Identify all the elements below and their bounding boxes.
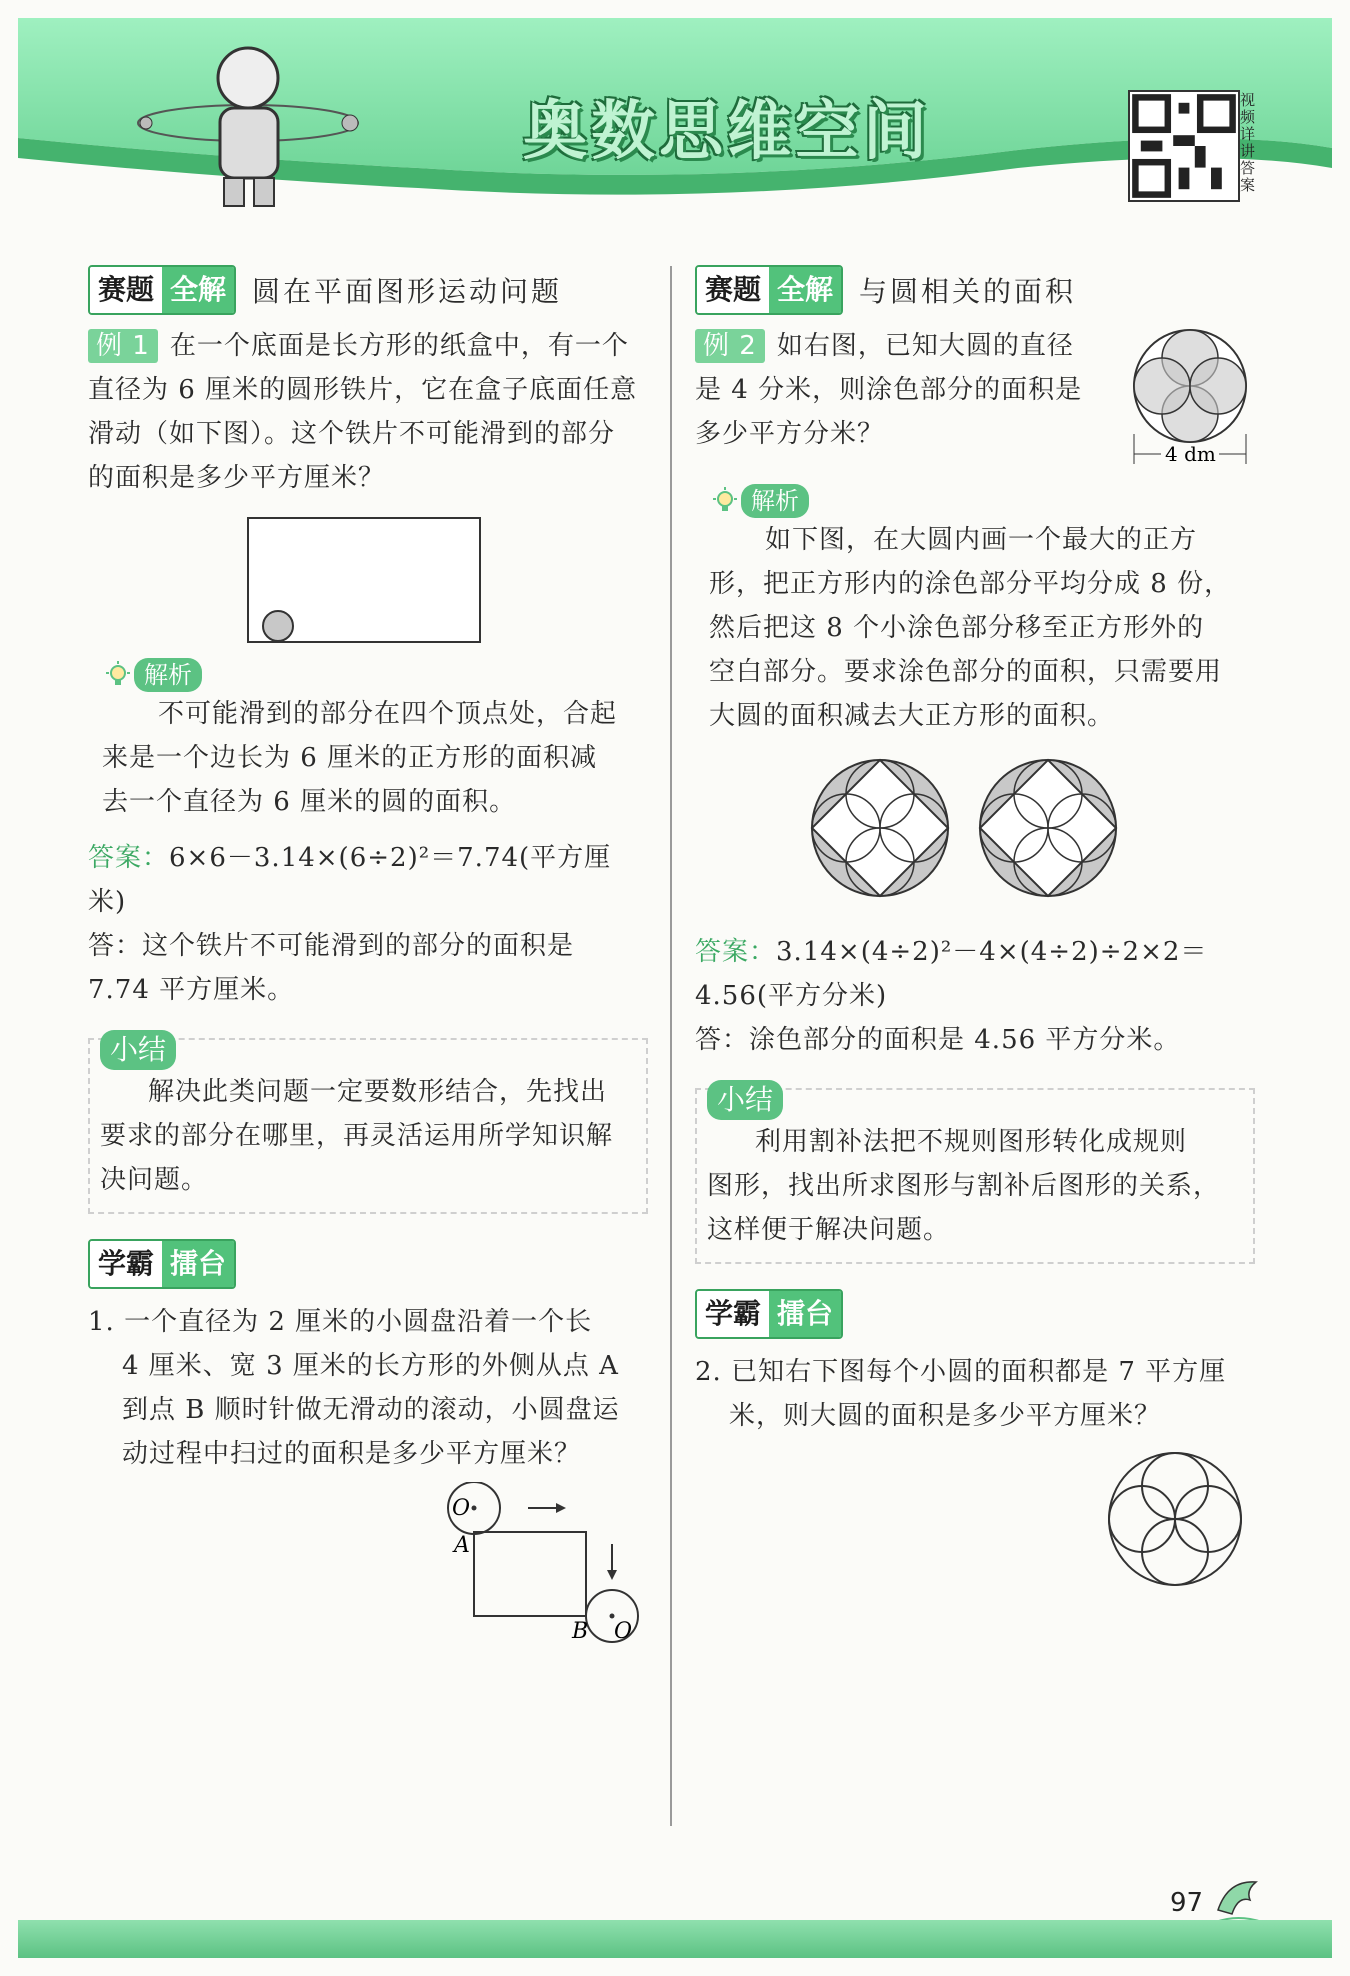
section-subtitle: 与圆相关的面积	[859, 275, 1077, 308]
section-badge	[695, 1289, 843, 1339]
box-with-disc-figure	[88, 508, 648, 648]
point-o-label-2: O	[614, 1619, 633, 1644]
section-heading-full-solution	[88, 266, 648, 314]
badge-part-a: 学霸	[697, 1291, 769, 1337]
summary-line-1: 利用割补法把不规则图形转化成规则	[755, 1127, 1188, 1157]
summary-line-3: 决问题。	[100, 1165, 209, 1195]
header-banner	[18, 18, 1332, 208]
summary-line-1: 解决此类问题一定要数形结合，先找出	[148, 1077, 608, 1107]
analysis-line-3: 然后把这 8 个小涂色部分移至正方形外的	[709, 613, 1205, 643]
qr-code[interactable]	[1128, 90, 1240, 202]
summary-line-3: 这样便于解决问题。	[707, 1215, 951, 1245]
summary-line-2: 要求的部分在哪里，再灵活运用所学知识解	[100, 1121, 614, 1151]
badge-part-b: 全解	[162, 267, 234, 313]
analysis-line-3: 去一个直径为 6 厘米的圆的面积。	[102, 787, 517, 817]
answer-formula-text: 3.14×(4÷2)²－4×(4÷2)÷2×2＝	[776, 937, 1208, 967]
badge-part-b: 擂台	[162, 1241, 234, 1287]
example-line-2: 直径为 6 厘米的圆形铁片，它在盒子底面任意	[88, 375, 638, 405]
summary-box	[88, 1033, 648, 1214]
summary-line-2: 图形，找出所求图形与割补后图形的关系，	[707, 1171, 1221, 1201]
answer-line-2: 7.74 平方厘米。	[88, 975, 295, 1005]
example-2	[695, 324, 1255, 474]
answer-formula-line-2: 4.56(平方分米)	[695, 981, 888, 1011]
circle-figure-left	[812, 760, 948, 896]
summary-box	[695, 1083, 1255, 1264]
page-number: 97	[1170, 1888, 1204, 1918]
answer-text: 答：涂色部分的面积是 4.56 平方分米。	[695, 1025, 1181, 1055]
example-text: 在一个底面是长方形的纸盒中，有一个	[169, 331, 629, 361]
footer-band	[18, 1920, 1332, 1958]
point-a-label: A	[454, 1533, 470, 1558]
lightbulb-icon	[102, 659, 134, 691]
example-tag: 例 1	[88, 329, 158, 363]
example-line-2: 是 4 分米，则涂色部分的面积是	[695, 375, 1083, 405]
section-badge	[88, 265, 236, 315]
analysis-line-4: 空白部分。要求涂色部分的面积，只需要用	[709, 657, 1223, 687]
analysis-tag: 解析	[134, 658, 202, 692]
badge-part-a: 赛题	[697, 267, 769, 313]
analysis-line-1: 如下图，在大圆内画一个最大的正方	[765, 525, 1198, 555]
problem-line-3: 到点 B 顺时针做无滑动的滚动，小圆盘运	[122, 1395, 620, 1425]
answer-line-1: 答：这个铁片不可能滑到的部分的面积是	[88, 931, 575, 961]
answer-label: 答案：	[88, 843, 170, 873]
analysis-tag: 解析	[741, 484, 809, 518]
analysis-line-2: 形，把正方形内的涂色部分平均分成 8 份，	[709, 569, 1232, 599]
problem-line-1: 1. 一个直径为 2 厘米的小圆盘沿着一个长	[88, 1307, 593, 1337]
badge-part-b: 擂台	[769, 1291, 841, 1337]
section-subtitle: 圆在平面图形运动问题	[252, 275, 563, 308]
summary-tag: 小结	[100, 1030, 176, 1070]
summary-tag: 小结	[707, 1080, 783, 1120]
problem-1	[88, 1300, 648, 1476]
right-column	[695, 266, 1255, 1598]
section-heading-challenge	[88, 1240, 648, 1288]
badge-part-a: 赛题	[90, 267, 162, 313]
analysis-line-2: 来是一个边长为 6 厘米的正方形的面积减	[102, 743, 598, 773]
answer-formula	[88, 836, 648, 924]
answer-label: 答案：	[695, 937, 777, 967]
section-badge	[88, 1239, 236, 1289]
point-b-label: B	[572, 1619, 589, 1644]
analysis-body	[695, 518, 1255, 738]
analysis-line-5: 大圆的面积减去大正方形的面积。	[709, 701, 1115, 731]
dimension-label: 4 dm	[1165, 442, 1216, 466]
point-o-label-1: O	[452, 1496, 471, 1521]
lightbulb-icon	[709, 485, 741, 517]
column-divider	[670, 266, 672, 1826]
section-heading-full-solution	[695, 266, 1255, 314]
rolling-disc-figure	[88, 1482, 648, 1662]
problem-line-2: 米，则大圆的面积是多少平方厘米？	[729, 1401, 1162, 1431]
badge-part-b: 全解	[769, 267, 841, 313]
analysis-heading	[709, 484, 1255, 518]
answer-formula-text: 6×6－3.14×(6÷2)²＝7.74(平方厘米)	[88, 843, 612, 917]
example-line-1	[88, 324, 648, 368]
analysis-heading	[102, 658, 648, 692]
circle-figure-right	[980, 760, 1116, 896]
astronaut-illustration	[128, 38, 368, 208]
qr-label: 视频详讲答案	[1240, 91, 1256, 194]
problem-2	[695, 1350, 1255, 1438]
five-circles-figure	[695, 1444, 1255, 1594]
answer-formula-line-1	[695, 930, 1255, 974]
analysis-body	[88, 692, 648, 824]
section-badge	[695, 265, 843, 315]
example-tag: 例 2	[695, 329, 765, 363]
section-heading-challenge	[695, 1290, 1255, 1338]
problem-line-4: 动过程中扫过的面积是多少平方厘米？	[122, 1439, 582, 1469]
cut-and-fill-figures	[695, 748, 1255, 908]
badge-part-a: 学霸	[90, 1241, 162, 1287]
left-column	[88, 266, 648, 1666]
problem-line-2: 4 厘米、宽 3 厘米的长方形的外侧从点 A	[122, 1351, 619, 1381]
page-title: 奥数思维空间	[523, 95, 931, 169]
answer-1	[88, 836, 648, 1012]
four-petal-circle-figure	[1125, 324, 1255, 474]
answer-2	[695, 930, 1255, 1062]
example-line-4: 的面积是多少平方厘米？	[88, 463, 386, 493]
problem-line-1: 2. 已知右下图每个小圆的面积都是 7 平方厘	[695, 1357, 1227, 1387]
analysis-line-1: 不可能滑到的部分在四个顶点处，合起	[158, 699, 618, 729]
example-line-3: 多少平方分米？	[695, 419, 885, 449]
example-line-3: 滑动（如下图）。这个铁片不可能滑到的部分	[88, 419, 616, 449]
example-1	[88, 324, 648, 500]
example-text: 如右图，已知大圆的直径	[776, 331, 1074, 361]
